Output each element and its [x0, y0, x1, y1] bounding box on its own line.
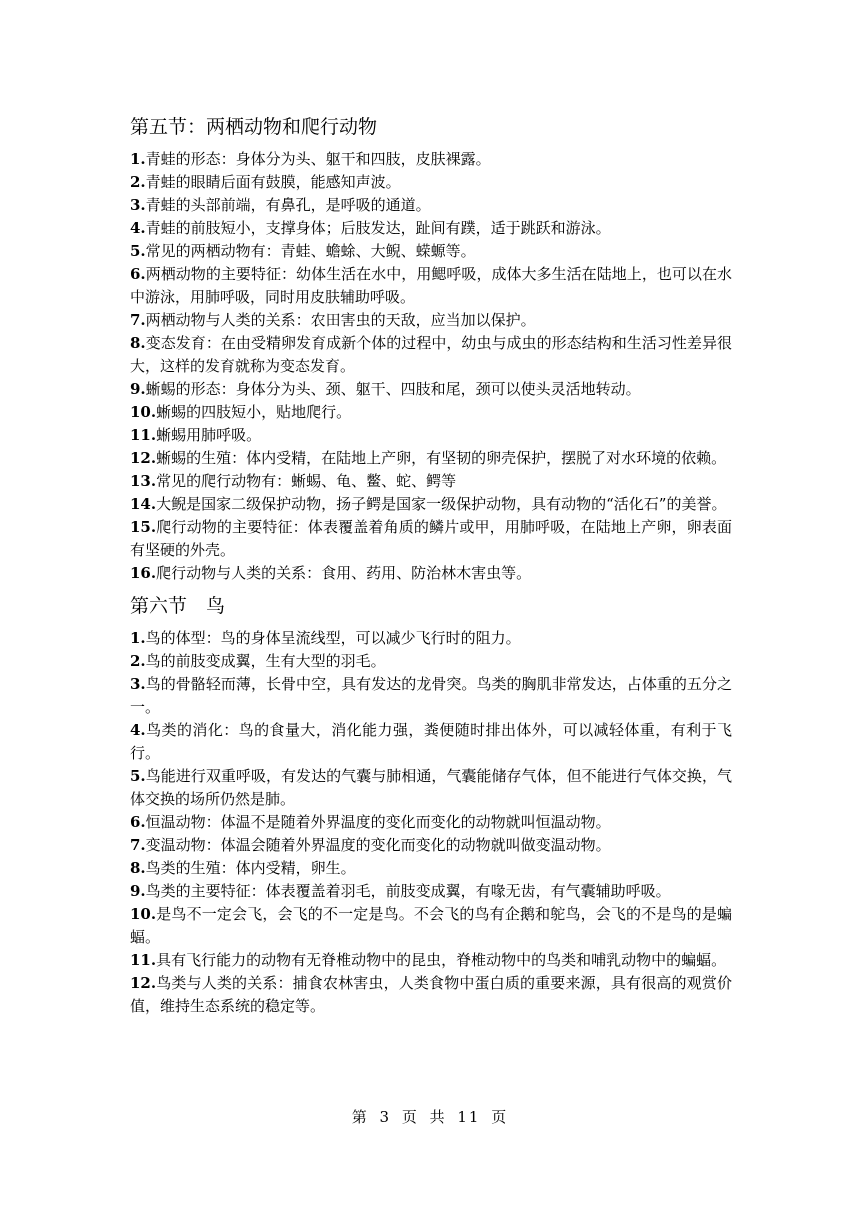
list-item: 5.鸟能进行双重呼吸，有发达的气囊与肺相通，气囊能储存气体，但不能进行气体交换，气体交换的场所仍然是肺。	[130, 767, 732, 808]
section-title-birds: 第六节 鸟	[130, 595, 226, 617]
list-item: 8.变态发育：在由受精卵发育成新个体的过程中，幼虫与成虫的形态结构和生活习性差异很大，这样的发育就称为变态发育。	[130, 334, 732, 375]
list-item: 13.常见的爬行动物有：蜥蜴、龟、鳖、蛇、鳄等	[130, 472, 457, 490]
list-item: 6.两栖动物的主要特征：幼体生活在水中，用鳃呼吸，成体大多生活在陆地上，也可以在水中游泳，用肺呼吸，同时用皮肤辅助呼吸。	[130, 265, 732, 306]
list-item: 9.鸟类的主要特征：体表覆盖着羽毛，前肢变成翼，有喙无齿，有气囊辅助呼吸。	[130, 882, 671, 900]
section-list-amphibians-reptiles	[130, 148, 732, 585]
list-item: 6.恒温动物：体温不是随着外界温度的变化而变化的动物就叫恒温动物。	[130, 813, 611, 831]
list-item: 4.青蛙的前肢短小，支撑身体；后肢发达，趾间有蹼，适于跳跃和游泳。	[130, 219, 611, 237]
list-item: 11.具有飞行能力的动物有无脊椎动物中的昆虫，脊椎动物中的鸟类和哺乳动物中的蝙蝠。	[130, 951, 727, 969]
list-item: 2.青蛙的眼睛后面有鼓膜，能感知声波。	[130, 173, 401, 191]
list-item: 12.鸟类与人类的关系：捕食农林害虫，人类食物中蛋白质的重要来源，具有很高的观赏价值，维持生态系统的稳定等。	[130, 974, 732, 1015]
list-item: 7.两栖动物与人类的关系：农田害虫的天敌，应当加以保护。	[130, 311, 536, 329]
list-item: 12.蜥蜴的生殖：体内受精，在陆地上产卵，有坚韧的卵壳保护，摆脱了对水环境的依赖。	[130, 449, 727, 467]
list-item: 3.鸟的骨骼轻而薄，长骨中空，具有发达的龙骨突。鸟类的胸肌非常发达，占体重的五分之一。	[130, 675, 732, 716]
section-title-amphibians-reptiles: 第五节：两栖动物和爬行动物	[130, 116, 378, 138]
list-item: 9.蜥蜴的形态：身体分为头、颈、躯干、四肢和尾，颈可以使头灵活地转动。	[130, 380, 641, 398]
list-item: 5.常见的两栖动物有：青蛙、蟾蜍、大鲵、蝾螈等。	[130, 242, 476, 260]
list-item: 14.大鲵是国家二级保护动物，扬子鳄是国家一级保护动物，具有动物的“活化石”的美誉。	[130, 495, 727, 513]
list-item: 1.鸟的体型：鸟的身体呈流线型，可以减少飞行时的阻力。	[130, 629, 521, 647]
list-item: 15.爬行动物的主要特征：体表覆盖着角质的鳞片或甲，用肺呼吸，在陆地上产卵，卵表面有坚硬的外壳。	[130, 518, 732, 559]
list-item: 2.鸟的前肢变成翼，生有大型的羽毛。	[130, 652, 386, 670]
list-item: 1.青蛙的形态：身体分为头、躯干和四肢，皮肤裸露。	[130, 150, 491, 168]
page-content	[130, 112, 732, 1018]
page-number-footer: 第 3 页 共 11 页	[351, 1108, 509, 1126]
list-item: 10.蜥蜴的四肢短小，贴地爬行。	[130, 403, 352, 421]
list-item: 3.青蛙的头部前端，有鼻孔，是呼吸的通道。	[130, 196, 431, 214]
section-list-birds	[130, 627, 732, 1018]
list-item: 10.是鸟不一定会飞，会飞的不一定是鸟。不会飞的鸟有企鹅和鸵鸟，会飞的不是鸟的是蝙蝠。	[130, 905, 732, 946]
list-item: 16.爬行动物与人类的关系：食用、药用、防治林木害虫等。	[130, 564, 532, 582]
list-item: 4.鸟类的消化：鸟的食量大，消化能力强，粪便随时排出体外，可以减轻体重，有利于飞行。	[130, 721, 732, 762]
list-item: 7.变温动物：体温会随着外界温度的变化而变化的动物就叫做变温动物。	[130, 836, 611, 854]
list-item: 11.蜥蜴用肺呼吸。	[130, 426, 262, 444]
list-item: 8.鸟类的生殖：体内受精，卵生。	[130, 859, 356, 877]
